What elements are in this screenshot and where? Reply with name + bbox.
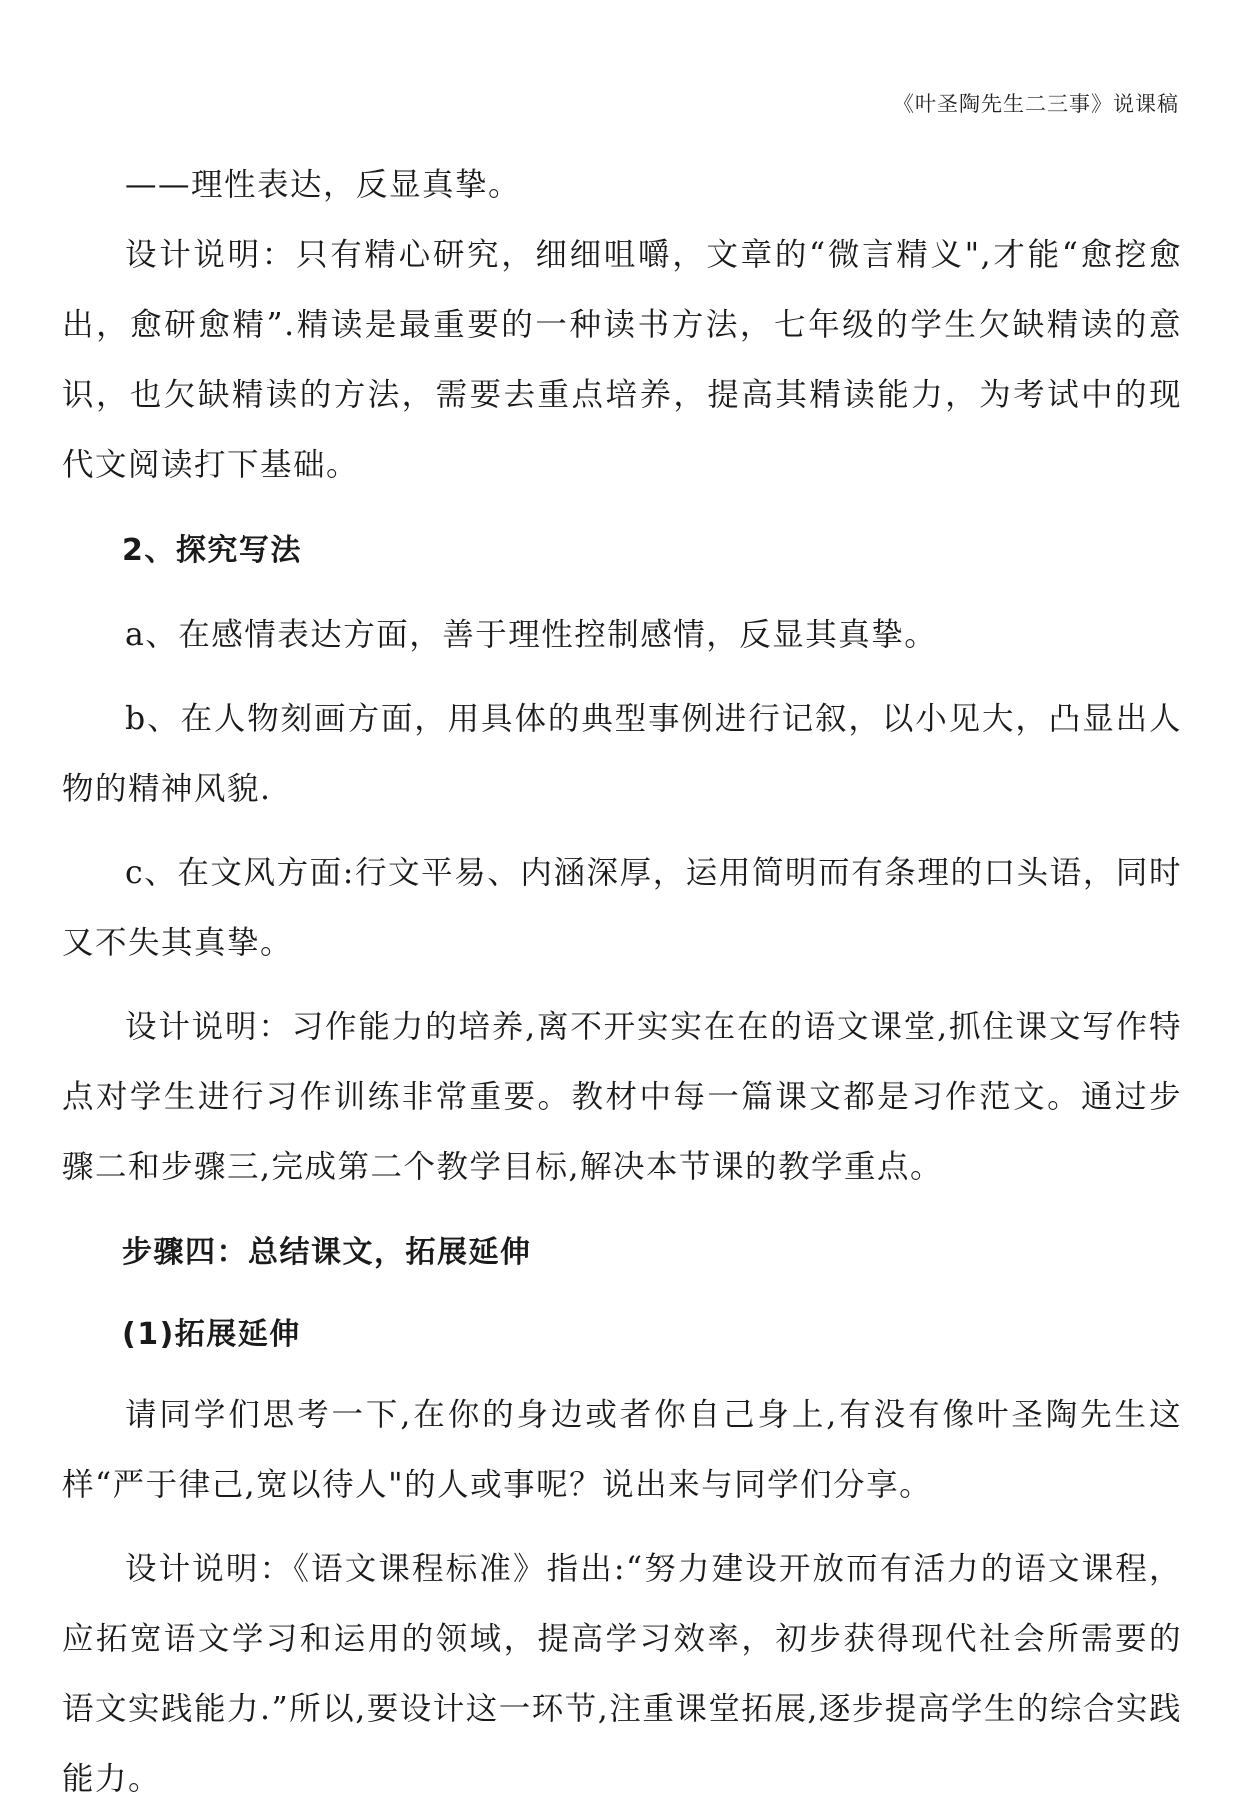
heading-extension: (1)拓展延伸	[122, 1317, 301, 1352]
document-body	[62, 150, 1182, 1814]
heading-explore-writing: 2、探究写法	[122, 533, 302, 568]
paragraph-rational-expression: ——理性表达，反显真挚。	[125, 167, 522, 203]
paragraph-point-b: b、在人物刻画方面，用具体的典型事例进行记叙，以小见大，凸显出人物的精神风貌.	[62, 701, 1182, 807]
running-header: 《叶圣陶先生二三事》说课稿	[893, 92, 1179, 116]
paragraph-design-note-writing: 设计说明：习作能力的培养,离不开实实在在的语文课堂,抓住课文写作特点对学生进行习作训练非常重要。教材中每一篇课文都是习作范文。通过步骤二和步骤三,完成第二个教学目标,解决本节课的教学重点。	[62, 1009, 1182, 1185]
paragraph-point-c: c、在文风方面:行文平易、内涵深厚，运用简明而有条理的口头语，同时又不失其真挚。	[62, 855, 1182, 961]
heading-step-four: 步骤四：总结课文，拓展延伸	[122, 1235, 532, 1270]
paragraph-design-note-curriculum: 设计说明：《语文课程标准》指出:“努力建设开放而有活力的语文课程，应拓宽语文学习和运用的领域，提高学习效率，初步获得现代社会所需要的语文实践能力.”所以,要设计这一环节,注重课堂拓展,逐步提高学生的综合实践能力。	[62, 1551, 1182, 1797]
paragraph-design-note-intensive-reading: 设计说明：只有精心研究，细细咀嚼，文章的“微言精义",才能“愈挖愈出，愈研愈精”.精读是最重要的一种读书方法，七年级的学生欠缺精读的意识，也欠缺精读的方法，需要去重点培养，提高其精读能力，为考试中的现代文阅读打下基础。	[62, 237, 1182, 483]
paragraph-extension-question: 请同学们思考一下,在你的身边或者你自己身上,有没有像叶圣陶先生这样“严于律己,宽以待人"的人或事呢？说出来与同学们分享。	[62, 1397, 1182, 1503]
paragraph-point-a: a、在感情表达方面，善于理性控制感情，反显其真挚。	[125, 617, 938, 653]
